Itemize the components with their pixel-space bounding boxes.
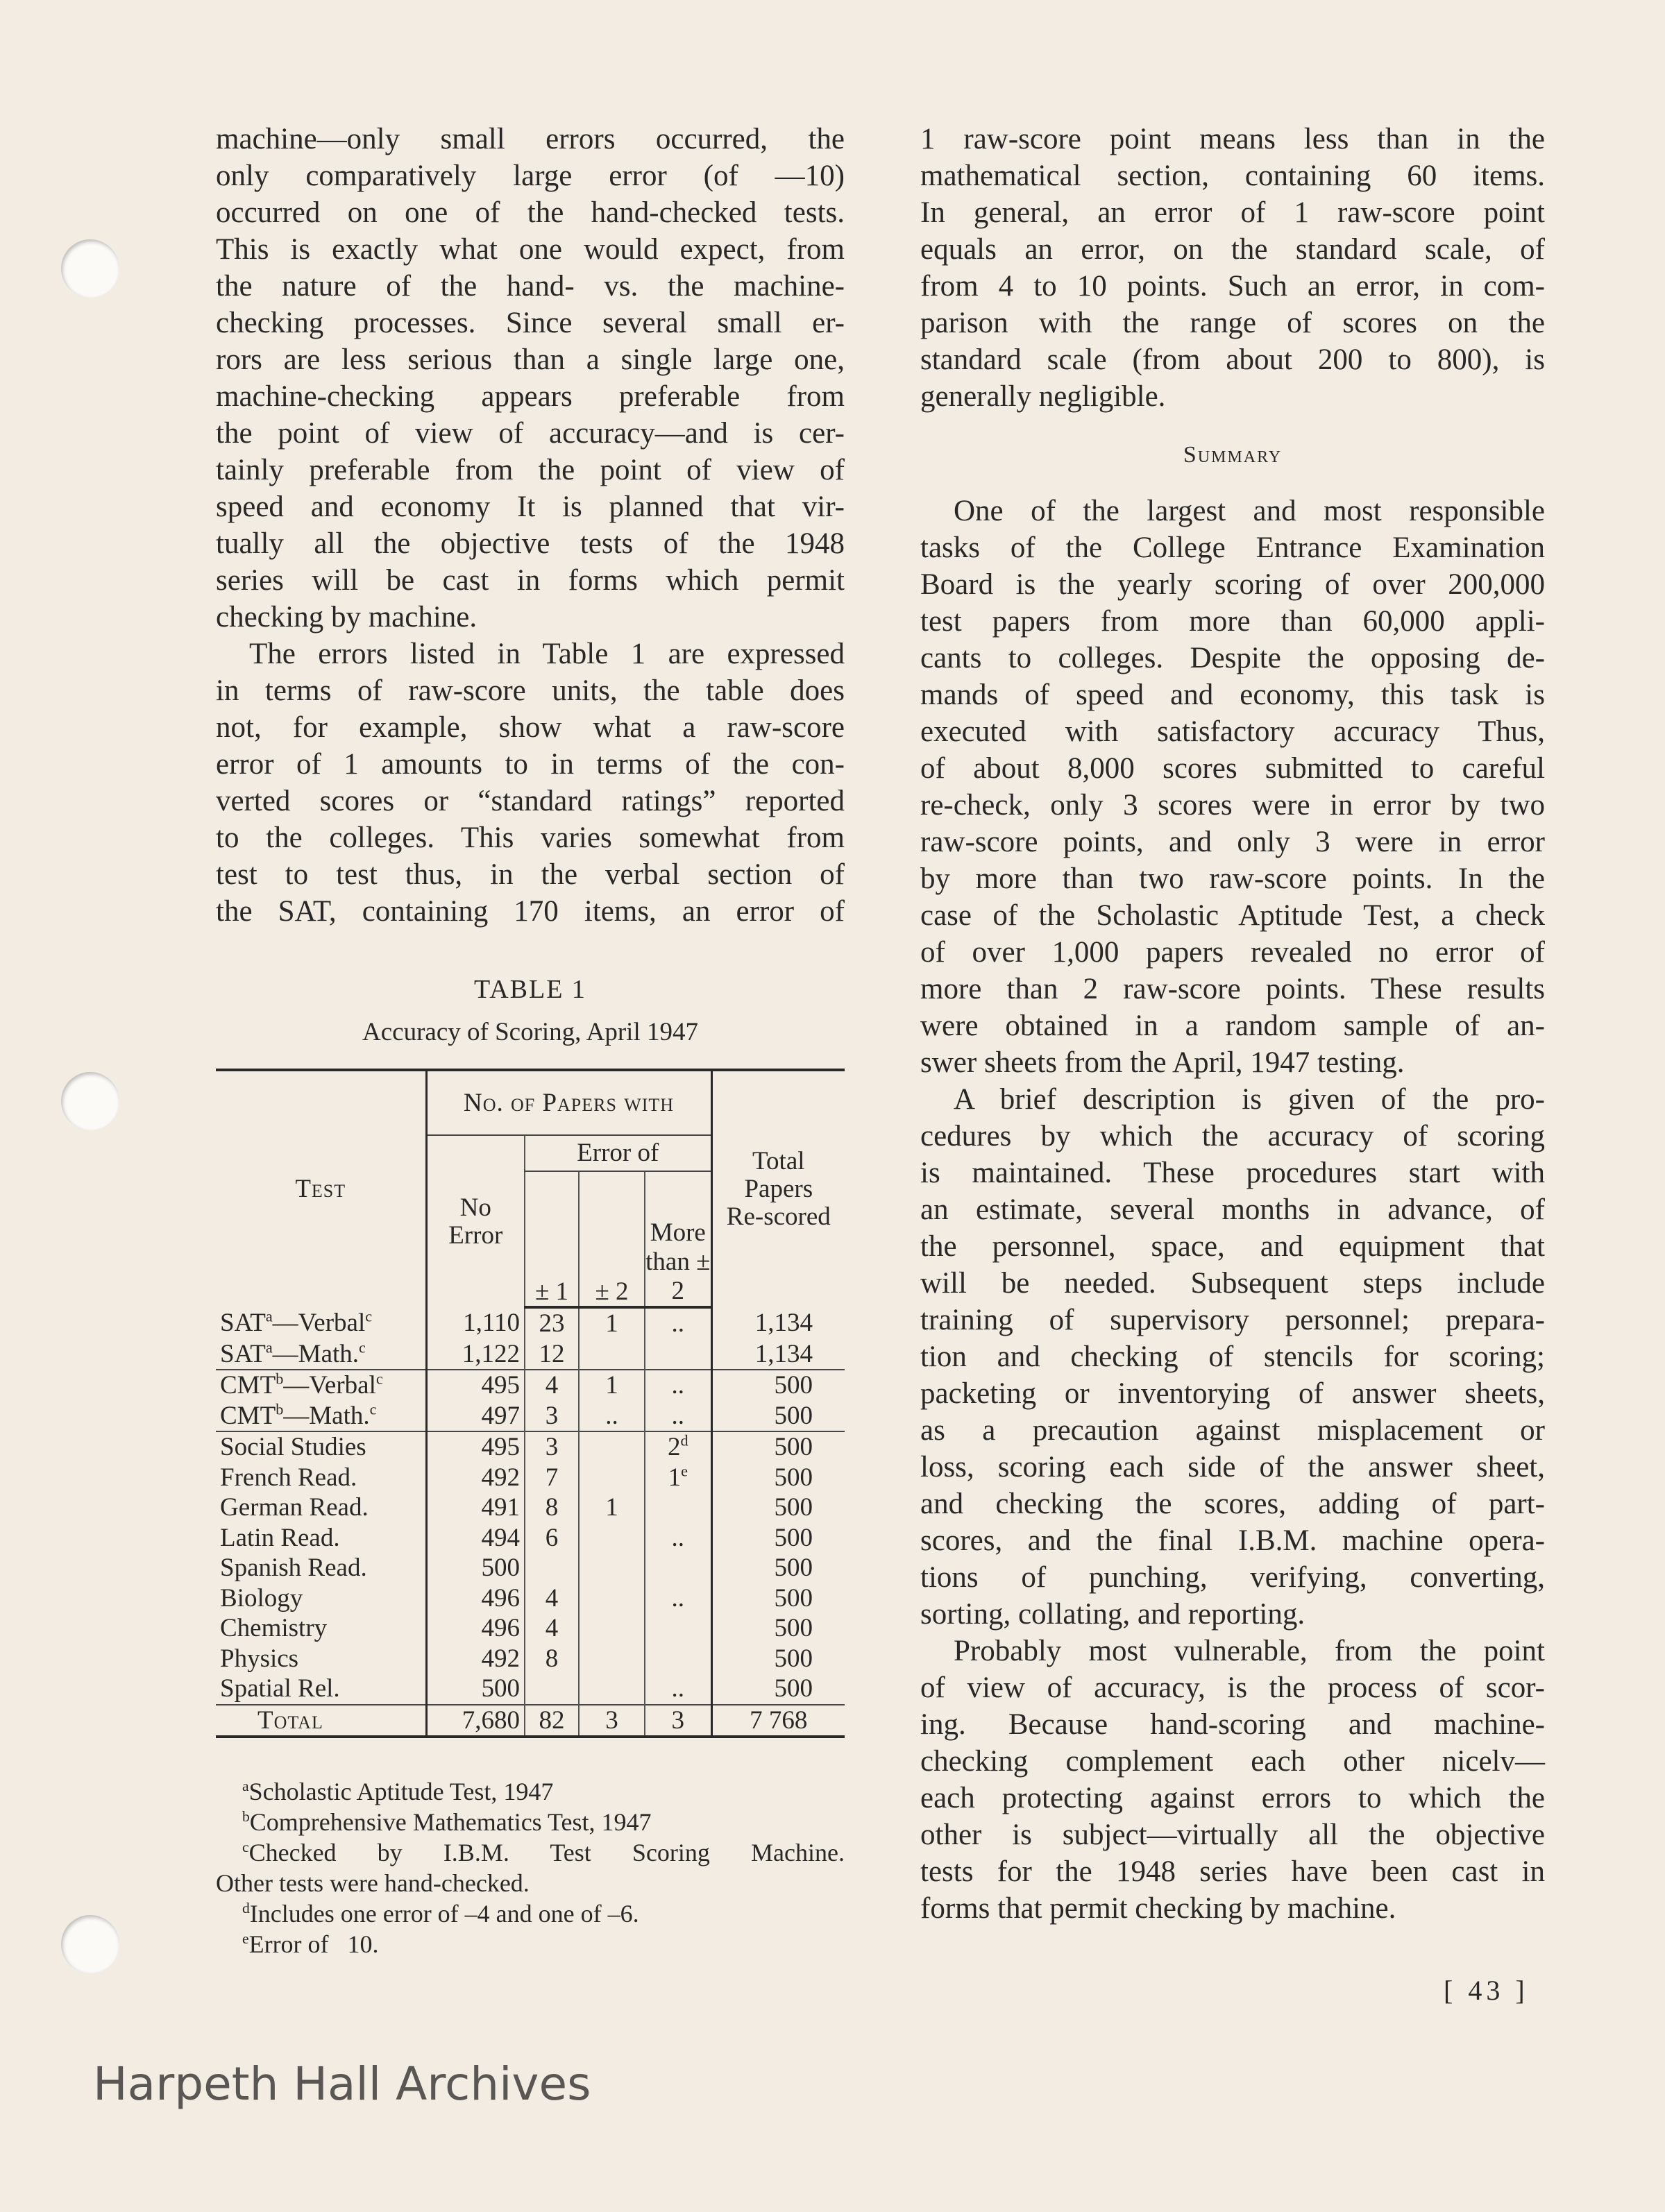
text-line: raw-score points, and only 3 were in error — [920, 826, 1545, 858]
test-name — [216, 1613, 426, 1644]
text-line: checking processes. Since several small er- — [216, 307, 845, 339]
cell-value: 1,134 — [754, 1309, 813, 1337]
cell-pm2 — [579, 1339, 645, 1370]
paragraph — [920, 493, 1545, 1081]
table-row — [216, 1523, 845, 1554]
cell-total — [711, 1370, 845, 1401]
table-caption: Accuracy of Scoring, April 1947 — [362, 1018, 698, 1046]
table-title: TABLE 1 — [474, 975, 586, 1004]
cell-value: 2 — [667, 1433, 681, 1461]
cell-no-error — [426, 1492, 525, 1523]
text-line: 1 raw-score point means less than in the — [920, 123, 1545, 155]
cell-value: 496 — [481, 1583, 520, 1613]
text-line: equals an error, on the standard scale, of — [920, 233, 1545, 266]
text-line: and checking the scores, adding of part- — [920, 1488, 1545, 1520]
cell-value: 500 — [774, 1401, 813, 1430]
cell-value: 500 — [481, 1554, 520, 1582]
cell-value: 1,110 — [463, 1309, 520, 1337]
text-line: machine-checking appears preferable from — [216, 380, 845, 413]
cell-value: 12 — [539, 1339, 565, 1368]
text-line: the personnel, space, and equipment that — [920, 1230, 1545, 1263]
cell-value: 500 — [774, 1523, 813, 1552]
cell-more — [645, 1523, 711, 1554]
footnote-mark: d — [680, 1431, 688, 1449]
text-line: ing. Because hand-scoring and machine- — [920, 1708, 1545, 1741]
cell-value: 4 — [545, 1371, 559, 1399]
text-line: tests for the 1948 series have been cast in — [920, 1855, 1545, 1888]
cell-no-error — [426, 1674, 525, 1705]
text-line: test to test thus, in the verbal section of — [216, 858, 845, 891]
cell-value: 3 — [545, 1433, 559, 1461]
header-papers-with: No. of Papers with — [426, 1070, 711, 1135]
footnote-mark: d — [242, 1900, 250, 1917]
right-column — [920, 121, 1545, 1927]
total-more: 3 — [645, 1705, 711, 1737]
total-row — [216, 1705, 845, 1737]
text-line: machine—only small errors occurred, the — [216, 123, 845, 155]
text-line: each protecting against errors to which the — [920, 1782, 1545, 1814]
cell-value: 8 — [545, 1493, 559, 1522]
cell-value: 500 — [774, 1433, 813, 1461]
text-line: standard scale (from about 200 to 800), is — [920, 343, 1545, 376]
test-name — [216, 1674, 426, 1705]
cell-value: 1 — [605, 1493, 618, 1522]
total-total: 7 768 — [711, 1705, 845, 1737]
archive-watermark: Harpeth Hall Archives — [93, 2057, 591, 2111]
footnote-mark: b — [276, 1400, 284, 1418]
table-row — [216, 1339, 845, 1370]
text-line: scores, and the final I.B.M. machine opera- — [920, 1524, 1545, 1557]
cell-value: .. — [671, 1583, 685, 1613]
cell-pm1 — [525, 1370, 579, 1401]
cell-value: .. — [671, 1401, 685, 1430]
text-line: rors are less serious than a single large one, — [216, 343, 845, 376]
text-line: tainly preferable from the point of view of — [216, 454, 845, 486]
cell-pm1 — [525, 1553, 579, 1583]
footnote-text: Checked by I.B.M. Test Scoring Machine. — [248, 1839, 845, 1866]
footnote-text: Comprehensive Mathematics Test, 1947 — [249, 1808, 652, 1836]
cell-total — [711, 1463, 845, 1493]
cell-pm2 — [579, 1674, 645, 1705]
test-label: —Math. — [272, 1339, 360, 1368]
cell-pm1 — [525, 1307, 579, 1339]
table-row — [216, 1553, 845, 1583]
cell-no-error — [426, 1339, 525, 1370]
footnote — [216, 1807, 845, 1837]
text-line: parison with the range of scores on the — [920, 307, 1545, 339]
text-line: mands of speed and economy, this task is — [920, 679, 1545, 711]
text-line: tion and checking of stencils for scoring; — [920, 1341, 1545, 1373]
text-line: mathematical section, containing 60 items. — [920, 160, 1545, 192]
cell-value: 6 — [545, 1523, 559, 1552]
test-label: Latin Read. — [220, 1523, 340, 1552]
table-row — [216, 1370, 845, 1401]
text-line: checking by machine. — [216, 601, 477, 633]
punch-hole — [61, 239, 119, 298]
cell-total — [711, 1431, 845, 1463]
test-label: Chemistry — [220, 1614, 328, 1642]
cell-pm1 — [525, 1523, 579, 1554]
total-pm2: 3 — [579, 1705, 645, 1737]
cell-value: 500 — [774, 1554, 813, 1582]
cell-pm1 — [525, 1644, 579, 1674]
cell-value: .. — [671, 1674, 685, 1703]
table-row — [216, 1307, 845, 1339]
cell-pm2 — [579, 1492, 645, 1523]
test-label: German Read. — [220, 1493, 369, 1522]
test-name — [216, 1553, 426, 1583]
test-name — [216, 1492, 426, 1523]
text-line: were obtained in a random sample of an- — [920, 1010, 1545, 1042]
cell-value: 500 — [774, 1644, 813, 1673]
cell-value: 1 — [668, 1463, 682, 1492]
test-label: Spatial Rel. — [220, 1674, 340, 1703]
table-row — [216, 1431, 845, 1463]
footnote-mark: c — [365, 1307, 373, 1325]
text-line: training of supervisory personnel; prepara- — [920, 1304, 1545, 1336]
cell-value: 4 — [545, 1583, 559, 1613]
test-name — [216, 1644, 426, 1674]
text-line: In general, an error of 1 raw-score point — [920, 196, 1545, 229]
cell-no-error — [426, 1613, 525, 1644]
cell-more — [645, 1463, 711, 1493]
test-label: —Verbal — [272, 1309, 366, 1337]
footnote-mark: a — [265, 1307, 273, 1325]
footnote — [216, 1898, 845, 1929]
cell-value: 495 — [481, 1371, 520, 1399]
cell-pm1 — [525, 1613, 579, 1644]
cell-more — [645, 1553, 711, 1583]
cell-no-error — [426, 1644, 525, 1674]
test-name — [216, 1583, 426, 1614]
test-label: Biology — [220, 1583, 303, 1613]
cell-value: 500 — [774, 1371, 813, 1399]
text-line: only comparatively large error (of —10) — [216, 160, 845, 192]
cell-pm1 — [525, 1431, 579, 1463]
test-label: CMT — [220, 1371, 276, 1399]
cell-value: .. — [671, 1309, 685, 1338]
cell-pm1 — [525, 1583, 579, 1614]
text-line: occurred on one of the hand-checked tests. — [216, 196, 845, 229]
cell-pm1 — [525, 1401, 579, 1432]
paragraph — [920, 121, 1545, 415]
test-name — [216, 1431, 426, 1463]
cell-value: 1,122 — [462, 1339, 520, 1368]
text-line: cedures by which the accuracy of scoring — [920, 1120, 1545, 1152]
table-footnotes — [216, 1776, 845, 1959]
cell-no-error — [426, 1370, 525, 1401]
cell-more — [645, 1583, 711, 1614]
test-label: French Read. — [220, 1463, 357, 1492]
header-pm1: ± 1 — [525, 1171, 579, 1307]
cell-pm2 — [579, 1583, 645, 1614]
header-test: Test — [295, 1175, 346, 1203]
cell-value: 496 — [481, 1614, 520, 1642]
cell-no-error — [426, 1401, 525, 1432]
header-pm2: ± 2 — [579, 1171, 645, 1307]
footnote-mark: b — [276, 1370, 284, 1388]
test-label: SAT — [220, 1339, 266, 1368]
cell-value: 1 — [605, 1309, 618, 1338]
text-line: packeting or inventorying of answer sheets, — [920, 1377, 1545, 1410]
cell-value: 495 — [481, 1433, 520, 1461]
page-number: [ 43 ] — [1444, 1975, 1529, 2006]
cell-value: .. — [605, 1401, 618, 1430]
text-line: of view of accuracy, is the process of scor- — [920, 1671, 1545, 1704]
cell-pm2 — [579, 1307, 645, 1339]
cell-value: 4 — [545, 1614, 559, 1642]
paragraph — [920, 1081, 1545, 1633]
paragraph — [920, 1633, 1545, 1927]
cell-pm2 — [579, 1370, 645, 1401]
cell-more — [645, 1644, 711, 1674]
table-row — [216, 1463, 845, 1493]
punch-hole — [61, 1072, 119, 1130]
table-row — [216, 1583, 845, 1614]
punch-hole — [61, 1915, 119, 1973]
text-line: by more than two raw-score points. In the — [920, 862, 1545, 895]
cell-no-error — [426, 1463, 525, 1493]
cell-pm1 — [525, 1463, 579, 1493]
text-line: other is subject—virtually all the objective — [920, 1819, 1545, 1851]
section-heading: Summary — [1183, 442, 1283, 468]
test-name — [216, 1370, 426, 1401]
footnote-text: Error of 10. — [248, 1930, 379, 1958]
test-label: —Math. — [283, 1401, 370, 1430]
table-row — [216, 1644, 845, 1674]
cell-value: .. — [671, 1371, 685, 1399]
cell-value: 8 — [545, 1644, 559, 1673]
cell-pm2 — [579, 1431, 645, 1463]
footnote-text: Scholastic Aptitude Test, 1947 — [248, 1778, 554, 1805]
cell-total — [711, 1644, 845, 1674]
test-label: CMT — [220, 1401, 276, 1430]
text-line: to the colleges. This varies somewhat from — [216, 822, 845, 854]
text-line: executed with satisfactory accuracy Thus, — [920, 715, 1545, 748]
text-line: error of 1 amounts to in terms of the con- — [216, 748, 845, 781]
accuracy-table — [216, 1069, 845, 1738]
header-more-than: More than ± 2 — [645, 1171, 711, 1307]
text-line: the SAT, containing 170 items, an error of — [216, 895, 845, 928]
cell-value: 497 — [481, 1401, 520, 1430]
cell-more — [645, 1370, 711, 1401]
text-line: tually all the objective tests of the 1948 — [216, 527, 845, 560]
text-line: speed and economy It is planned that vir- — [216, 491, 845, 523]
text-line: re-check, only 3 scores were in error by two — [920, 789, 1545, 822]
text-line: generally negligible. — [920, 380, 1166, 413]
cell-pm1 — [525, 1339, 579, 1370]
text-line: more than 2 raw-score points. These results — [920, 973, 1545, 1005]
footnote-mark: e — [242, 1930, 249, 1948]
paragraph — [216, 636, 845, 930]
cell-pm2 — [579, 1613, 645, 1644]
text-line: the nature of the hand- vs. the machine- — [216, 270, 845, 303]
cell-value: 500 — [774, 1674, 813, 1703]
text-line: will be needed. Subsequent steps include — [920, 1267, 1545, 1300]
cell-value: 23 — [539, 1309, 565, 1338]
text-line: from 4 to 10 points. Such an error, in com- — [920, 270, 1545, 303]
cell-value: 500 — [774, 1583, 813, 1613]
cell-value: 1 — [605, 1371, 618, 1399]
cell-total — [711, 1613, 845, 1644]
total-no-error: 7,680 — [426, 1705, 525, 1737]
cell-total — [711, 1583, 845, 1614]
footnote-mark: c — [359, 1338, 366, 1356]
cell-value: 500 — [481, 1674, 520, 1703]
test-name — [216, 1339, 426, 1370]
footnote — [216, 1837, 845, 1868]
text-line: of about 8,000 scores submitted to careful — [920, 752, 1545, 785]
footnote-mark: c — [375, 1370, 383, 1388]
table-row — [216, 1492, 845, 1523]
text-line: The errors listed in Table 1 are expressed — [249, 638, 845, 670]
cell-value: 492 — [481, 1463, 520, 1492]
cell-more — [645, 1492, 711, 1523]
footnote-mark: c — [242, 1839, 249, 1856]
text-line: not, for example, show what a raw-score — [216, 711, 845, 744]
cell-more — [645, 1674, 711, 1705]
footnote-continuation: Other tests were hand-checked. — [216, 1869, 530, 1897]
text-line: sorting, collating, and reporting. — [920, 1598, 1305, 1631]
footnote-mark: e — [681, 1462, 688, 1480]
cell-more — [645, 1307, 711, 1339]
test-label: Physics — [220, 1644, 299, 1673]
cell-value: 500 — [774, 1463, 813, 1492]
cell-total — [711, 1492, 845, 1523]
cell-pm2 — [579, 1644, 645, 1674]
test-label: —Verbal — [283, 1371, 376, 1399]
cell-no-error — [426, 1307, 525, 1339]
cell-value: 500 — [774, 1614, 813, 1642]
footnote-mark: a — [265, 1338, 273, 1356]
text-line: cants to colleges. Despite the opposing de- — [920, 642, 1545, 674]
header-total: Total Papers Re-scored — [711, 1070, 845, 1307]
cell-total — [711, 1523, 845, 1554]
text-line: verted scores or “standard ratings” reported — [216, 785, 845, 817]
text-line: Board is the yearly scoring of over 200,000 — [920, 568, 1545, 601]
footnote-mark: b — [242, 1808, 250, 1826]
cell-value: .. — [671, 1523, 685, 1552]
test-name — [216, 1401, 426, 1432]
cell-no-error — [426, 1431, 525, 1463]
table-row — [216, 1674, 845, 1705]
cell-more — [645, 1613, 711, 1644]
test-label: Social Studies — [220, 1433, 366, 1461]
table-row — [216, 1401, 845, 1432]
text-line: series will be cast in forms which permit — [216, 564, 845, 597]
left-column — [216, 121, 845, 930]
text-line: is maintained. These procedures start with — [920, 1157, 1545, 1189]
total-label: Total — [216, 1705, 426, 1737]
cell-total — [711, 1307, 845, 1339]
text-line: case of the Scholastic Aptitude Test, a check — [920, 899, 1545, 932]
text-line: an estimate, several months in advance, of — [920, 1193, 1545, 1226]
cell-pm1 — [525, 1492, 579, 1523]
text-line: of over 1,000 papers revealed no error of — [920, 936, 1545, 969]
test-name — [216, 1523, 426, 1554]
cell-total — [711, 1339, 845, 1370]
text-line: One of the largest and most responsible — [954, 495, 1545, 527]
test-name — [216, 1307, 426, 1339]
cell-value: 500 — [774, 1493, 813, 1522]
cell-value: 3 — [545, 1401, 559, 1430]
cell-no-error — [426, 1553, 525, 1583]
table-row — [216, 1613, 845, 1644]
cell-value: 491 — [481, 1493, 520, 1522]
cell-pm1 — [525, 1674, 579, 1705]
cell-more — [645, 1401, 711, 1432]
cell-total — [711, 1401, 845, 1432]
total-pm1: 82 — [525, 1705, 579, 1737]
text-line: This is exactly what one would expect, from — [216, 233, 845, 266]
footnote-mark: c — [369, 1400, 377, 1418]
test-label: Spanish Read. — [220, 1554, 367, 1582]
text-line: loss, scoring each side of the answer sheet, — [920, 1451, 1545, 1483]
cell-more — [645, 1431, 711, 1463]
text-line: swer sheets from the April, 1947 testing. — [920, 1046, 1405, 1079]
cell-value: 1,134 — [754, 1339, 813, 1368]
footnote — [216, 1929, 845, 1959]
cell-value: 492 — [481, 1644, 520, 1673]
cell-total — [711, 1674, 845, 1705]
cell-value: 494 — [481, 1523, 520, 1552]
cell-pm2 — [579, 1463, 645, 1493]
text-line: the point of view of accuracy—and is cer- — [216, 417, 845, 450]
cell-total — [711, 1553, 845, 1583]
cell-value: 7 — [545, 1463, 559, 1492]
paragraph — [216, 121, 845, 636]
header-error-of: Error of — [525, 1135, 711, 1171]
text-line: in terms of raw-score units, the table does — [216, 674, 845, 707]
cell-pm2 — [579, 1553, 645, 1583]
text-line: checking complement each other nicelv— — [920, 1745, 1545, 1778]
text-line: tions of punching, verifying, converting, — [920, 1561, 1545, 1594]
text-line: forms that permit checking by machine. — [920, 1892, 1396, 1925]
text-line: A brief description is given of the pro- — [954, 1083, 1545, 1116]
footnote-text: Includes one error of –4 and one of –6. — [249, 1900, 639, 1928]
cell-pm2 — [579, 1401, 645, 1432]
text-line: test papers from more than 60,000 appli- — [920, 605, 1545, 638]
cell-no-error — [426, 1523, 525, 1554]
text-line: Probably most vulnerable, from the point — [954, 1635, 1545, 1667]
cell-more — [645, 1339, 711, 1370]
test-label: SAT — [220, 1309, 266, 1337]
text-line: tasks of the College Entrance Examination — [920, 531, 1545, 564]
cell-no-error — [426, 1583, 525, 1614]
footnote — [216, 1776, 845, 1807]
text-line: as a precaution against misplacement or — [920, 1414, 1545, 1447]
header-no-error: No Error — [426, 1135, 525, 1307]
footnote-mark: a — [242, 1778, 249, 1795]
cell-pm2 — [579, 1523, 645, 1554]
test-name — [216, 1463, 426, 1493]
